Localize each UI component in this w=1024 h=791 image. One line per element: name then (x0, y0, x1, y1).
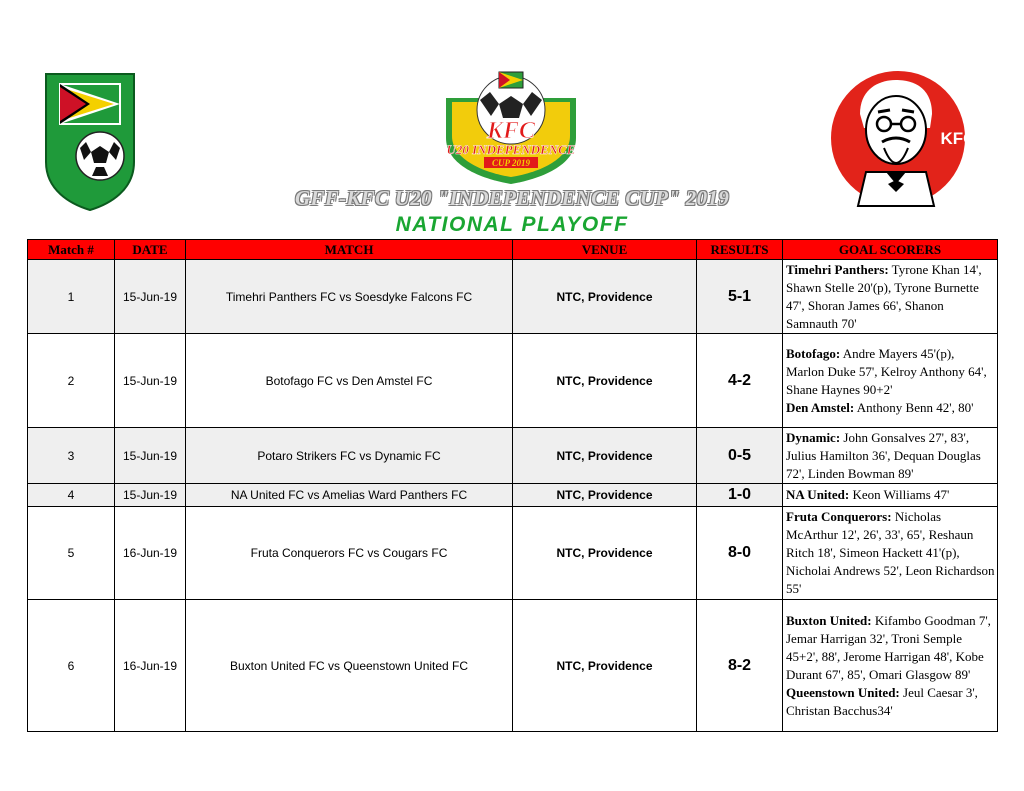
scorer-goals: Anthony Benn 42', 80' (854, 399, 974, 415)
page-title: GFF-KFC U20 "INDEPENDENCE CUP" 2019 (294, 186, 730, 210)
scorer-team: Timehri Panthers: (786, 261, 889, 277)
match-date: 16-Jun-19 (115, 507, 186, 600)
scorer-goals: Tyrone Khan 14', Shawn Stelle 20'(p), Tyrone Burnette 47', Shoran James 66', Shanon Samnauth 70' (786, 261, 982, 331)
scorer-team: Dynamic: (786, 429, 841, 445)
match-venue: NTC, Providence (513, 334, 697, 428)
match-number: 2 (28, 334, 115, 428)
scorer-entry (786, 612, 995, 684)
scorer-entry (786, 345, 995, 399)
match-result: 0-5 (697, 428, 783, 484)
scorer-team: NA United: (786, 487, 850, 502)
match-venue: NTC, Providence (513, 260, 697, 334)
goal-scorers (783, 484, 998, 507)
goal-scorers (783, 334, 998, 428)
scorer-entry (786, 486, 995, 504)
scorer-entry (786, 261, 995, 333)
table-row (28, 507, 998, 600)
match-venue: NTC, Providence (513, 428, 697, 484)
kfc-logo-text: KFC (940, 129, 976, 148)
match-date: 16-Jun-19 (115, 600, 186, 732)
header-goal-scorers: GOAL SCORERS (783, 240, 998, 260)
scorer-goals: Andre Mayers 45'(p), Marlon Duke 57', Kelroy Anthony 64', Shane Haynes 90+2' (786, 345, 987, 397)
match-date: 15-Jun-19 (115, 428, 186, 484)
scorer-goals: Kifambo Goodman 7', Jemar Harrigan 32', Troni Semple 45+2', 88', Jerome Harrigan 48', Kobe Durant 67', 85', Omari Glasgow 89' (786, 612, 991, 682)
goal-scorers (783, 600, 998, 732)
match-teams: NA United FC vs Amelias Ward Panthers FC (186, 484, 513, 507)
scorer-team: Buxton United: (786, 612, 872, 628)
cup-logo-year-text: CUP 2019 (492, 158, 530, 168)
match-teams: Botofago FC vs Den Amstel FC (186, 334, 513, 428)
header-match: MATCH (186, 240, 513, 260)
goal-scorers (783, 260, 998, 334)
scorer-team: Den Amstel: (786, 399, 855, 415)
goal-scorers (783, 507, 998, 600)
header-results: RESULTS (697, 240, 783, 260)
match-teams: Timehri Panthers FC vs Soesdyke Falcons FC (186, 260, 513, 334)
match-number: 6 (28, 600, 115, 732)
kfc-cup-logo (436, 68, 586, 186)
scorer-entry (786, 429, 995, 483)
table-row (28, 334, 998, 428)
page-subtitle: NATIONAL PLAYOFF (395, 213, 629, 236)
match-result: 8-2 (697, 600, 783, 732)
header-date: DATE (115, 240, 186, 260)
scorer-team: Fruta Conquerors: (786, 509, 892, 524)
header-venue: VENUE (513, 240, 697, 260)
match-date: 15-Jun-19 (115, 484, 186, 507)
match-date: 15-Jun-19 (115, 260, 186, 334)
scorer-goals: Nicholas McArthur 12', 26', 33', 65', Reshaun Ritch 18', Simeon Hackett 41'(p), Nicholai Andrews 52', Leon Richardson 55' (786, 509, 995, 596)
match-venue: NTC, Providence (513, 484, 697, 507)
match-number: 3 (28, 428, 115, 484)
table-header-row (28, 240, 998, 260)
match-venue: NTC, Providence (513, 600, 697, 732)
match-result: 1-0 (697, 484, 783, 507)
scorer-team: Queenstown United: (786, 684, 900, 700)
match-number: 4 (28, 484, 115, 507)
match-teams: Buxton United FC vs Queenstown United FC (186, 600, 513, 732)
goal-scorers (783, 428, 998, 484)
match-result: 5-1 (697, 260, 783, 334)
scorer-goals: John Gonsalves 27', 83', Julius Hamilton 36', Dequan Douglas 72', Linden Bowman 89' (786, 429, 981, 481)
table-row (28, 428, 998, 484)
match-teams: Potaro Strikers FC vs Dynamic FC (186, 428, 513, 484)
table-row (28, 600, 998, 732)
match-number: 1 (28, 260, 115, 334)
cup-logo-kfc-text: KFC (486, 118, 536, 144)
match-teams: Fruta Conquerors FC vs Cougars FC (186, 507, 513, 600)
match-result: 8-0 (697, 507, 783, 600)
scorer-entry (786, 684, 995, 720)
scorer-goals: Keon Williams 47' (849, 487, 950, 502)
cup-logo-title-text: U20 INDEPENDENCE (446, 142, 576, 157)
table-row (28, 260, 998, 334)
match-date: 15-Jun-19 (115, 334, 186, 428)
header-match-num: Match # (28, 240, 115, 260)
scorer-team: Botofago: (786, 345, 841, 361)
match-number: 5 (28, 507, 115, 600)
table-row (28, 484, 998, 507)
scorer-entry (786, 508, 995, 598)
scorer-goals: Jeul Caesar 3', Christan Bacchus34' (786, 684, 978, 718)
match-result: 4-2 (697, 334, 783, 428)
fixtures-table (27, 239, 998, 732)
match-venue: NTC, Providence (513, 507, 697, 600)
scorer-entry (786, 399, 995, 417)
